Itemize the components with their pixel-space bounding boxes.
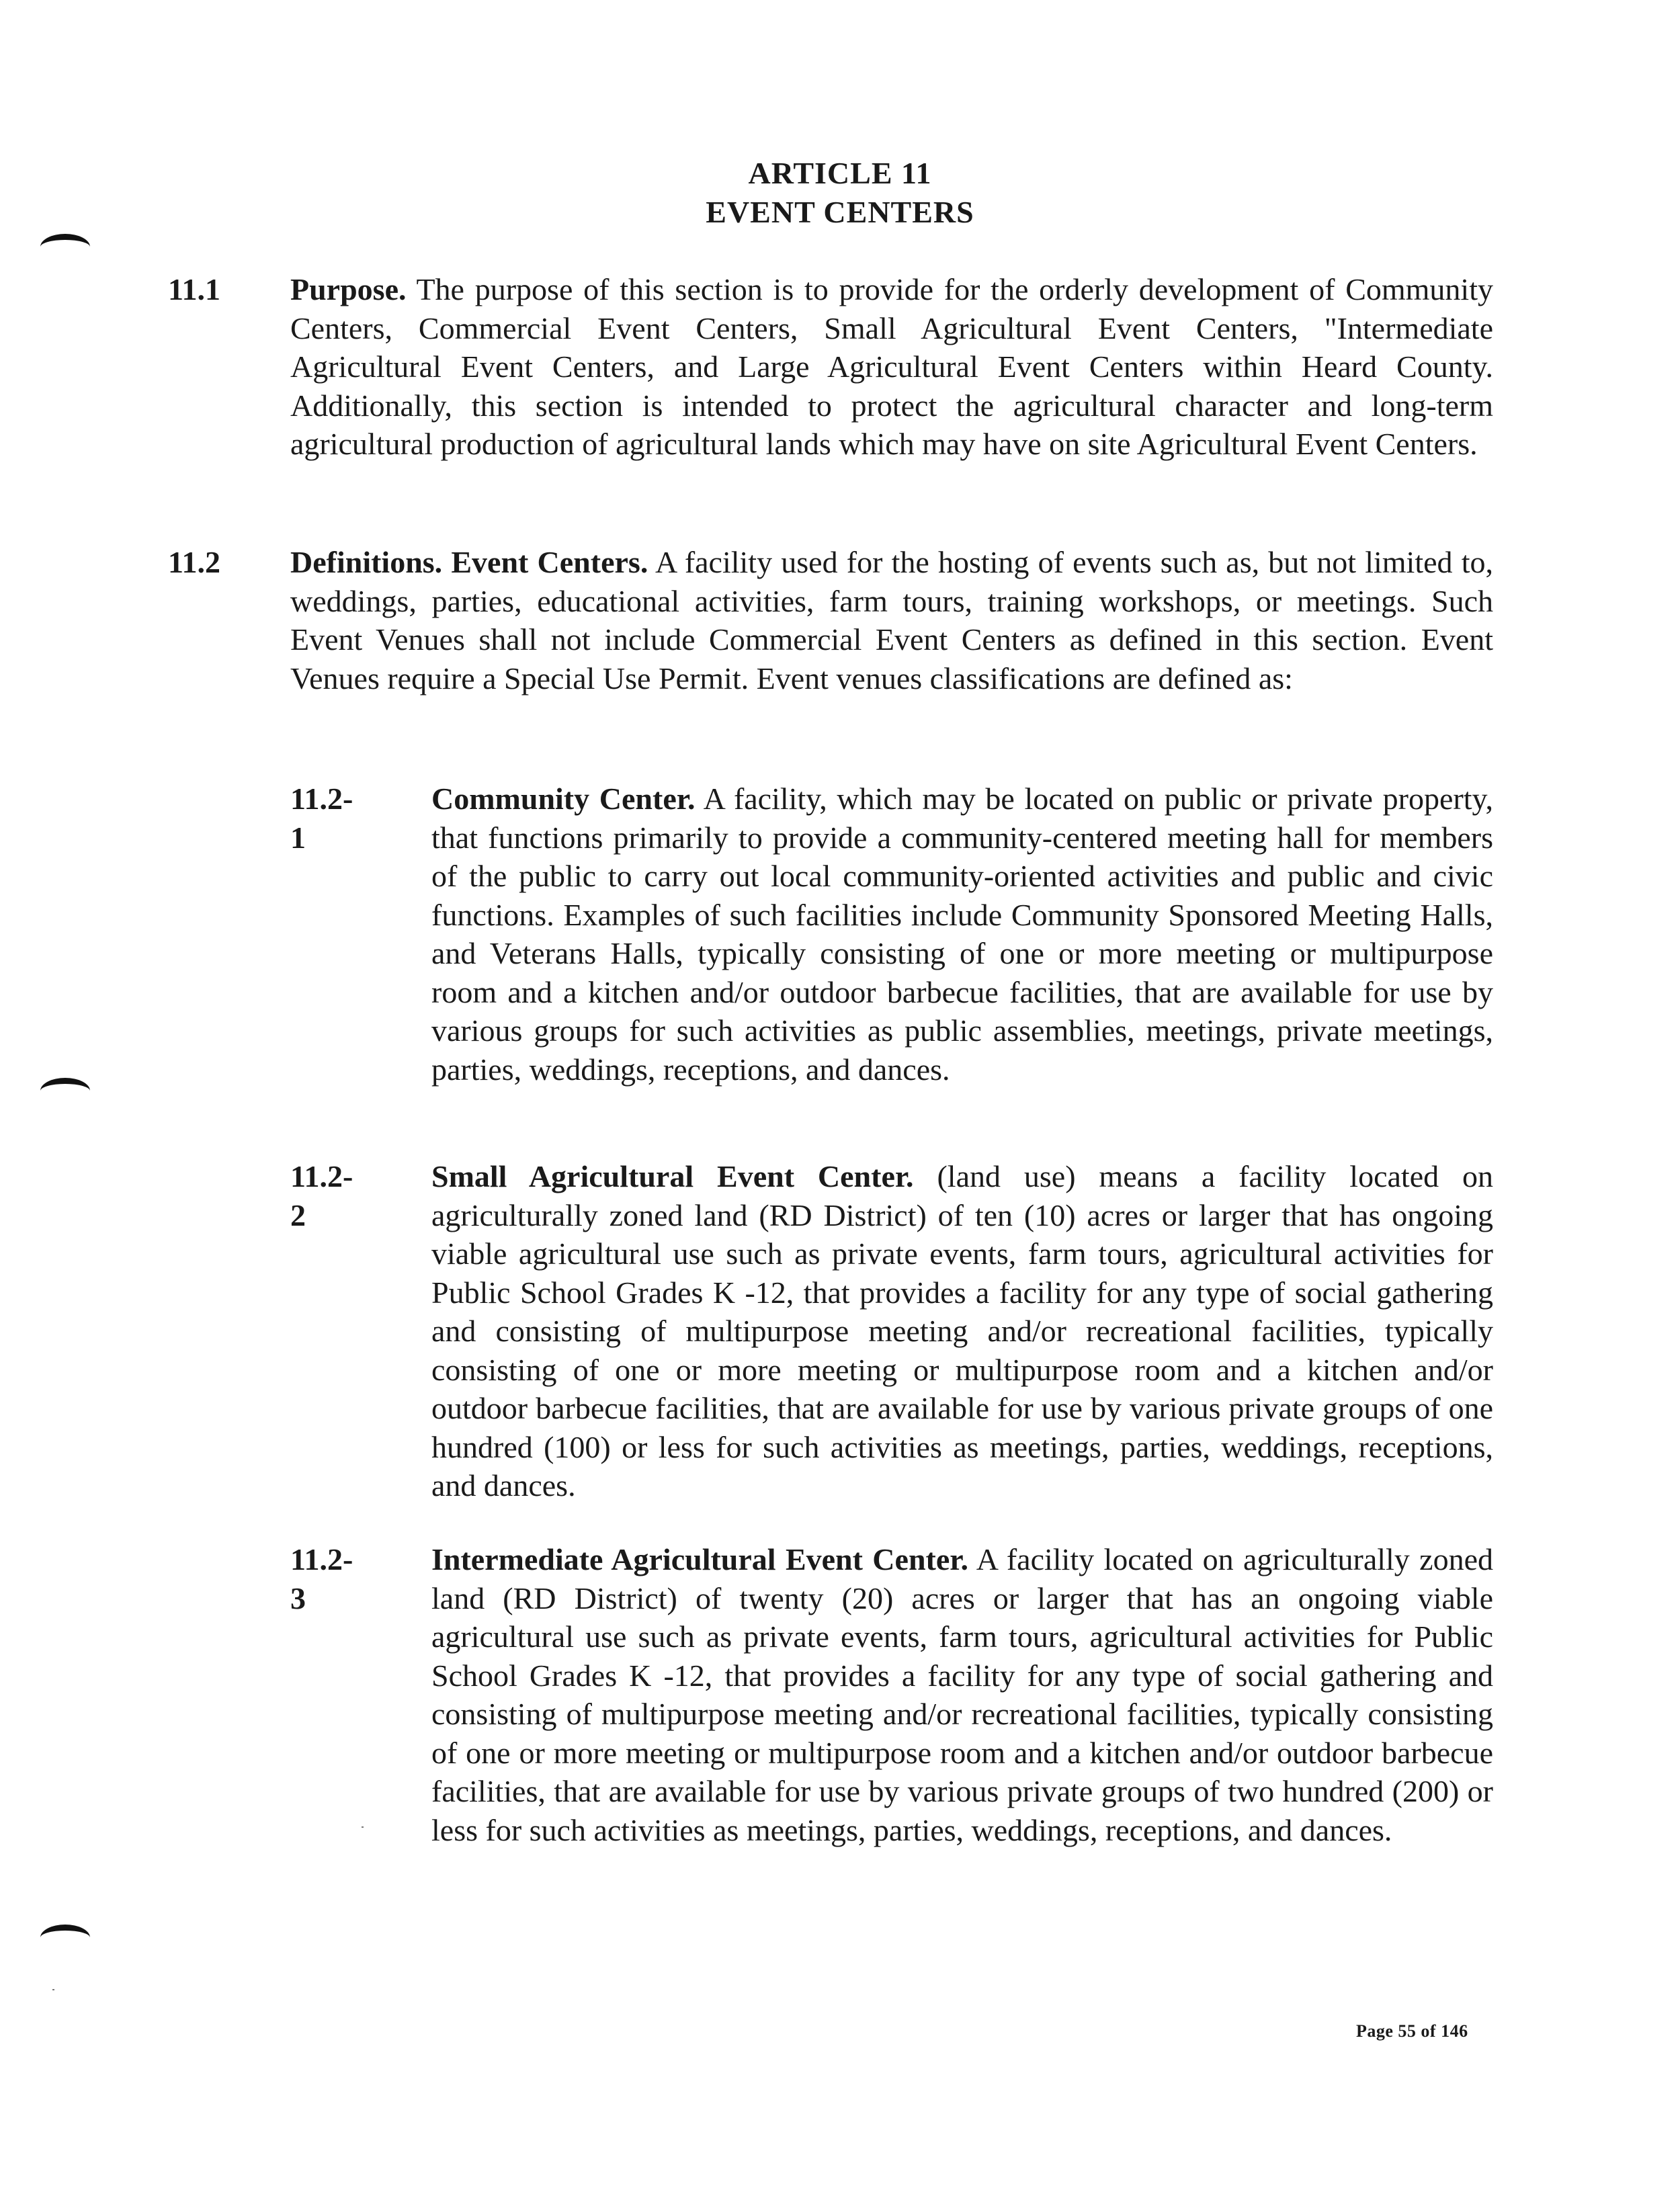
punch-hole-mark — [40, 1078, 90, 1104]
section-text: A facility, which may be located on public or private property, that functions primarily to provide a community-centered meeting hall for members of the public to carry out local community-oriented activities and public and civic functions. Examples of such facilities include Community Sponsored Meeting Halls, and Veterans Halls, typically consisting of one or more meeting or multipurpose room and a kitchen and/or outdoor barbecue facilities, that are available for use by various groups for such activities as public assemblies, meetings, private meetings, parties, weddings, receptions, and dances. — [431, 782, 1493, 1087]
section-body — [431, 1157, 1493, 1505]
section-number: 11.2-2 — [290, 1159, 353, 1232]
punch-hole-mark — [40, 1925, 90, 1951]
section-heading: Small Agricultural Event Center. — [431, 1159, 914, 1193]
scan-speck — [362, 1826, 364, 1828]
section-heading: Community Center. — [431, 782, 696, 816]
article-number: ARTICLE 11 — [748, 156, 932, 190]
section-text: A facility used for the hosting of events such as, but not limited to, weddings, parties, educational activities, farm tours, training workshops, or meetings. Such Event Venues shall not include Commercial Event Centers as defined in this section. Event Venues require a Special Use Permit. Event venues classifications are defined as: — [290, 545, 1493, 695]
scan-speck — [52, 1989, 54, 1990]
section-body — [290, 543, 1493, 698]
article-title: EVENT CENTERS — [706, 195, 974, 229]
section-number: 11.2-1 — [290, 782, 353, 855]
section-text: (land use) means a facility located on agriculturally zoned land (RD District) of ten (10) acres or larger that has ongoing viable agricultural use such as private events, farm tours, agricultural activities for Public School Grades K -12, that provides a facility for any type of social gathering and consisting of multipurpose meeting and/or recreational facilities, typically consisting of one or more meeting or multipurpose room and a kitchen and/or outdoor barbecue facilities, that are available for use by various private groups of one hundred (100) or less for such activities as meetings, parties, weddings, receptions, and dances. — [431, 1159, 1494, 1503]
section-number: 11.2 — [168, 545, 220, 579]
section-heading: Definitions. Event Centers. — [290, 545, 648, 579]
section-text: A facility located on agriculturally zoned land (RD District) of twenty (20) acres or larger that has an ongoing viable agricultural use such as private events, farm tours, agricultural activities for Public School Grades K -12, that provides a facility for any type of social gathering and consisting of multipurpose meeting and/or recreational facilities, typically consisting of one or more meeting or multipurpose room and a kitchen and/or outdoor barbecue facilities, that are available for use by various private groups of two hundred (200) or less for such activities as meetings, parties, weddings, receptions, and dances. — [431, 1542, 1493, 1847]
section-text: The purpose of this section is to provide for the orderly development of Community Centers, Commercial Event Centers, Small Agricultural Event Centers, "Intermediate Agricultural Event Centers, and Large Agricultural Event Centers within Heard County. Additionally, this section is intended to protect the agricultural character and long-term agricultural production of agricultural lands which may have on site Agricultural Event Centers. — [290, 272, 1493, 461]
section-body — [431, 1540, 1493, 1849]
section-number: 11.2-3 — [290, 1542, 353, 1615]
section-heading: Intermediate Agricultural Event Center. — [431, 1542, 968, 1576]
section-body — [431, 779, 1493, 1089]
section-number: 11.1 — [168, 272, 220, 306]
section-body — [290, 270, 1493, 464]
punch-hole-mark — [40, 234, 90, 260]
page-number: Page 55 of 146 — [1356, 2021, 1468, 2041]
section-heading: Purpose. — [290, 272, 407, 306]
